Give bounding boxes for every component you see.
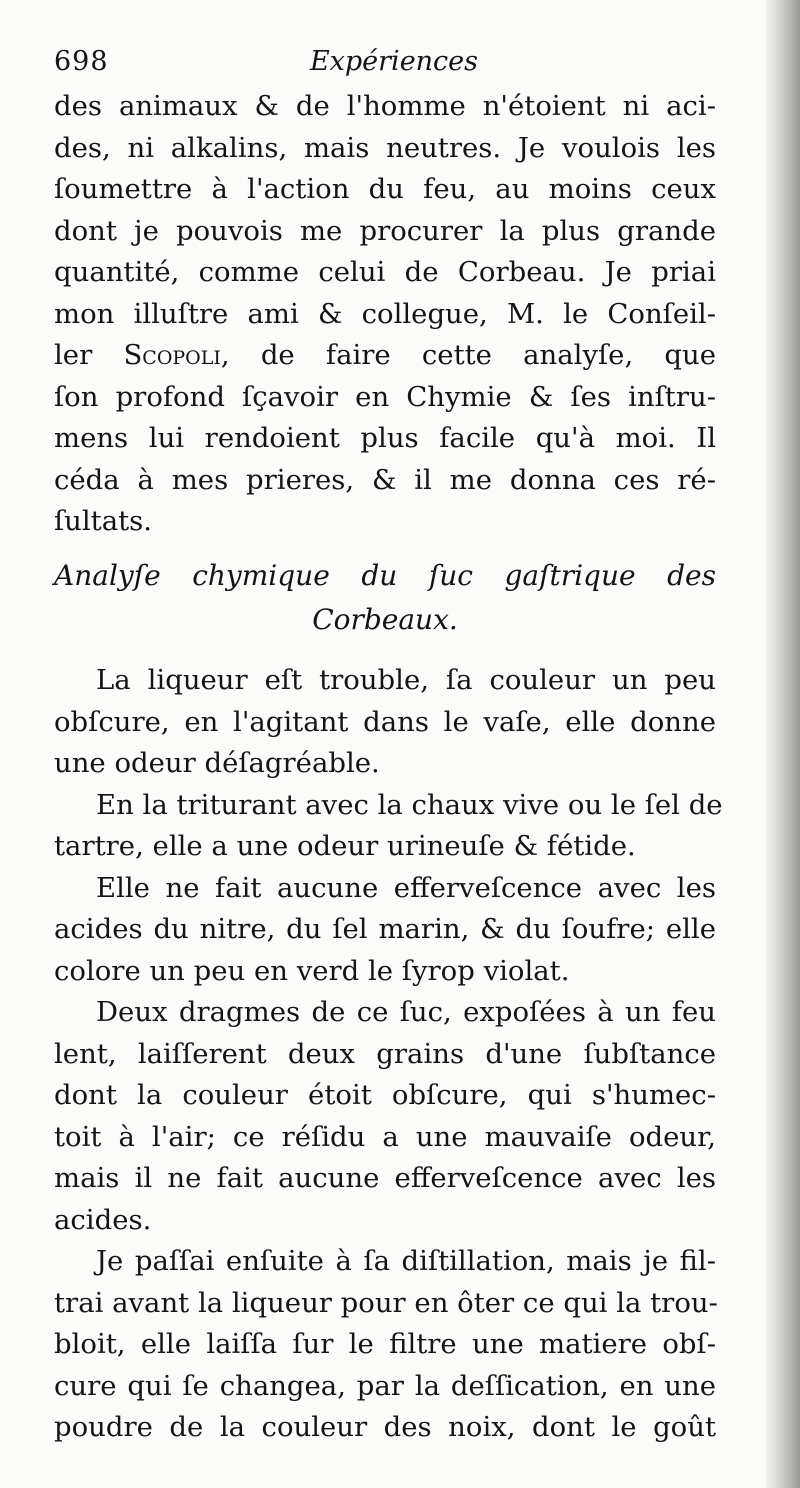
page-edge-shadow <box>766 0 800 1488</box>
text-line: dont je pouvois me procurer la plus grande <box>54 214 716 247</box>
text-line: toit à l'air; ce réſidu a une mauvaiſe odeur, <box>54 1120 716 1153</box>
text-line: Deux dragmes de ce ſuc, expoſées à un feu <box>96 996 716 1028</box>
text-fragment: ler <box>54 339 124 371</box>
text-line: Je paſſai enſuite à ſa diſtillation, mais je fil- <box>96 1245 716 1277</box>
heading-line: Corbeaux. <box>312 603 458 636</box>
text-line: mens lui rendoient plus facile qu'à moi. Il <box>54 422 716 454</box>
text-line: acides. <box>54 1203 152 1236</box>
text-line: dont la couleur étoit obſcure, qui s'humec- <box>54 1079 716 1111</box>
text-line: lent, laiſſerent deux grains d'une ſubſtance <box>54 1037 716 1070</box>
text-line: des animaux & de l'homme n'étoient ni aci- <box>54 90 716 122</box>
text-line: trai avant la liqueur pour en ôter ce qui la trou- <box>54 1286 718 1319</box>
text-line: ſultats. <box>54 505 153 537</box>
text-line <box>54 335 716 377</box>
running-title: Expériences <box>309 46 479 77</box>
text-fragment: , de faire cette analyſe, que <box>220 339 716 371</box>
section-heading <box>54 554 716 642</box>
text-line: des, ni alkalins, mais neutres. Je voulois les <box>54 131 716 164</box>
text-line: cure qui ſe changea, par la deſſication, en une <box>54 1369 716 1402</box>
text-line: tartre, elle a une odeur urineuſe & fétide. <box>54 830 636 862</box>
text-line: La liqueur eſt trouble, ſa couleur un peu <box>96 664 716 696</box>
text-line: ſoumettre à l'action du feu, au moins ceux <box>54 173 716 205</box>
paragraph-intro <box>54 86 716 543</box>
text-line: mais il ne fait aucune efferveſcence avec les <box>54 1162 716 1194</box>
text-line: colore un peu en verd le ſyrop violat. <box>54 954 570 987</box>
text-line: Elle ne fait aucune efferveſcence avec les <box>96 871 716 904</box>
text-line: mon illuſtre ami & collegue, M. le Conſeil- <box>54 297 716 330</box>
text-line: En la triturant avec la chaux vive ou le ſel de <box>96 788 723 821</box>
text-line: quantité, comme celui de Corbeau. Je priai <box>54 256 716 288</box>
person-name: Scopoli <box>123 339 221 371</box>
heading-line: Analyſe chymique du ſuc gaſtrique des <box>54 559 716 592</box>
text-line: poudre de la couleur des noix, dont le goût <box>54 1411 716 1443</box>
text-line: ſon profond ſçavoir en Chymie & ſes inſtru- <box>54 380 716 413</box>
paragraph-liqueur <box>54 660 723 1449</box>
text-line: céda à mes prieres, & il me donna ces ré- <box>54 463 716 496</box>
text-line: obſcure, en l'agitant dans le vaſe, elle donne <box>54 705 716 738</box>
text-line: acides du nitre, du ſel marin, & du ſoufre; elle <box>54 913 716 945</box>
page-number: 698 <box>54 46 109 77</box>
text-line: bloit, elle laiſſa ſur le filtre une matiere obſ- <box>54 1328 716 1360</box>
text-line: une odeur déſagréable. <box>54 747 380 779</box>
running-head <box>54 46 734 86</box>
